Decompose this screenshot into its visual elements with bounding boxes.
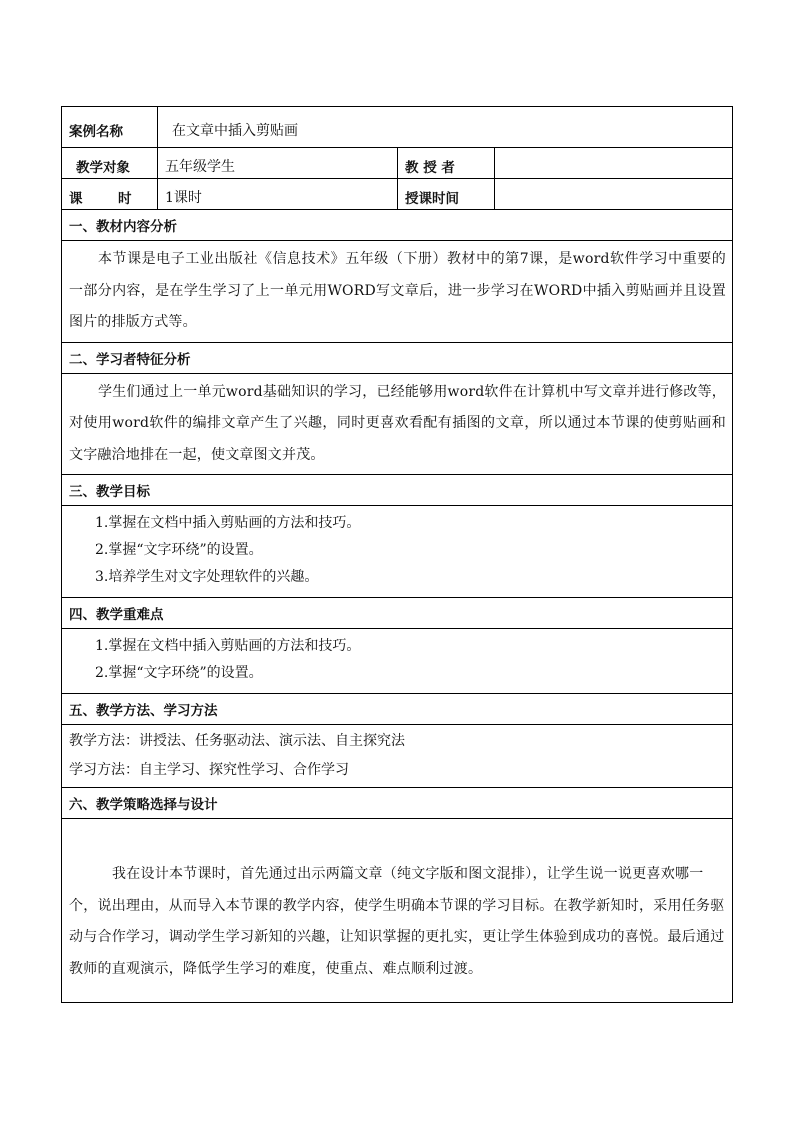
learning-methods: 学习方法：自主学习、探究性学习、合作学习 <box>69 762 349 778</box>
section-4-title: 四、教学重难点 <box>61 597 733 628</box>
period-label-char-2: 时 <box>118 191 132 207</box>
case-name-value: 在文章中插入剪贴画 <box>172 123 298 139</box>
section-3-list <box>61 505 733 597</box>
section-1-text: 本节课是电子工业出版社《信息技术》五年级（下册）教材中的第7课，是word软件学习中重要的一部分内容，是在学生学习了上一单元用WORD写文章后，进一步学习在WORD中插入剪贴画并且设置图片的排版方式等。 <box>69 251 726 330</box>
teaching-methods: 教学方法：讲授法、任务驱动法、演示法、自主探究法 <box>69 733 405 749</box>
section-2-text: 学生们通过上一单元word基础知识的学习，已经能够用word软件在计算机中写文章并进行修改等，对使用word软件的编排文章产生了兴趣，同时更喜欢看配有插图的文章，所以通过本节课的使剪贴画和文字融洽地排在一起，使文章图文并茂。 <box>69 383 726 463</box>
target-row <box>61 147 733 178</box>
case-name-label: 案例名称 <box>69 124 123 140</box>
section-1-body <box>61 240 733 342</box>
objective-item: 2.掌握“文字环绕”的设置。 <box>95 542 263 558</box>
period-row <box>61 178 733 209</box>
period-label-char-1: 课 <box>69 191 83 207</box>
objective-item: 3.培养学生对文字处理软件的兴趣。 <box>95 569 319 585</box>
objective-item: 1.掌握在文档中插入剪贴画的方法和技巧。 <box>95 515 361 531</box>
section-4-list <box>61 628 733 693</box>
key-point-item: 1.掌握在文档中插入剪贴画的方法和技巧。 <box>95 638 361 654</box>
section-6-text: 我在设计本节课时，首先通过出示两篇文章（纯文字版和图文混排），让学生说一说更喜欢哪一个，说出理由，从而导入本节课的教学内容，使学生明确本节课的学习目标。在教学新知时，采用任务驱动与合作学习，调动学生学习新知的兴趣，让知识掌握的更扎实，更让学生体验到成功的喜悦。最后通过教师的直观演示，降低学生学习的难度，使重点、难点顺利过渡。 <box>69 866 725 977</box>
key-point-item: 2.掌握“文字环绕”的设置。 <box>95 665 263 681</box>
section-3-title: 三、教学目标 <box>61 474 733 505</box>
time-label: 授课时间 <box>405 191 459 207</box>
lesson-plan-table <box>61 106 733 1003</box>
teacher-label: 教 授 者 <box>405 160 455 176</box>
target-value: 五年级学生 <box>165 159 235 175</box>
period-value: 1课时 <box>165 190 202 206</box>
section-6-title: 六、教学策略选择与设计 <box>61 787 733 818</box>
section-2-title: 二、学习者特征分析 <box>61 342 733 373</box>
target-label: 教学对象 <box>76 160 130 176</box>
section-5-body <box>61 724 733 787</box>
section-1-title: 一、教材内容分析 <box>61 209 733 240</box>
section-6-body <box>61 818 733 1003</box>
section-5-title: 五、教学方法、学习方法 <box>61 693 733 724</box>
section-2-body <box>61 373 733 475</box>
case-name-row <box>61 106 733 147</box>
